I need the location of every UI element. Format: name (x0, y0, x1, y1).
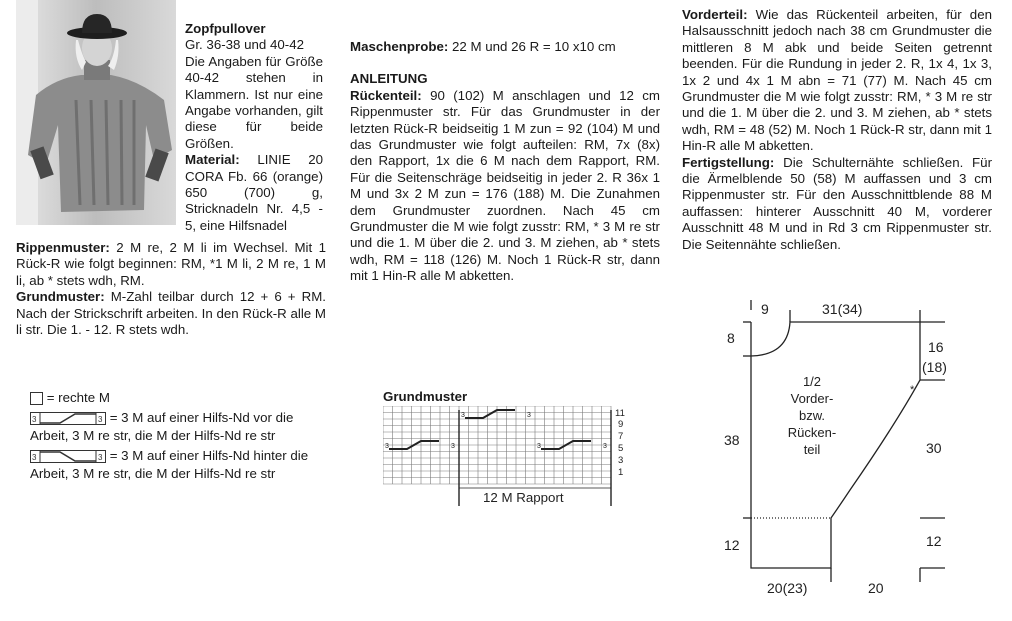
chart-cable-num: 3 (527, 412, 531, 419)
row-number: 1 (618, 467, 624, 478)
fertig-label: Fertigstellung: (682, 154, 775, 170)
dim-left-8: 8 (727, 330, 735, 346)
empty-square-icon (30, 392, 43, 405)
vorder-label: Vorderteil: (682, 7, 748, 22)
row-number: 11 (615, 408, 625, 419)
sizes-text: Gr. 36-38 und 40-42 (185, 37, 305, 53)
part-label-line: teil (803, 442, 821, 457)
legend-cable-front-text: = 3 M auf einer Hilfs-Nd vor die Arbeit, 3 M re str, die M der Hilfs-Nd re str (30, 410, 294, 443)
fertig-text: Die Schulternähte schließen. Für die Ärmelblende 50 (58) M auffassen und 3 cm Rippenmuster str. Für den Ausschnittblende 88 M auffassen: hinterer Ausschnitt 40 M, vorderer Ausschnitt 48 M und in Rd 3 cm Rippenmuster str. Die Seitennähte schließen. (682, 154, 992, 252)
dim-right-16: 16 (928, 339, 944, 355)
sizes-note: Die Angaben für Größe 40-42 stehen in Klammern. Ist nur eine Angabe vorhanden, gilt diese für beide Größen. (185, 53, 323, 151)
cable-num: 3 (32, 414, 37, 424)
dim-top-right: 31(34) (822, 301, 863, 317)
cable-back-icon (30, 450, 106, 463)
legend-cable-back (30, 447, 330, 483)
legend-rechte (30, 389, 330, 407)
chart-cable-num: 3 (603, 443, 607, 450)
material-label: Material: (185, 152, 240, 168)
cable-num: 3 (98, 414, 103, 424)
rippen-block (16, 240, 326, 338)
row-number: 5 (618, 443, 624, 454)
dim-bottom-left: 20(23) (767, 580, 808, 596)
dim-top-left: 9 (761, 301, 769, 317)
part-label-line: bzw. (798, 408, 826, 423)
cable-num: 3 (32, 452, 37, 462)
rippen-text: 2 M re, 2 M li im Wechsel. Mit 1 Rück-R wie folgt beginnen: RM, *1 M li, 2 M re, 1 M li, ab * stets wdh, RM. (16, 240, 326, 288)
anleitung-heading: ANLEITUNG (350, 71, 428, 87)
pattern-title: Zopfpullover (185, 21, 266, 36)
cable-front-icon (30, 412, 106, 425)
column-2 (350, 39, 660, 285)
chart-cable-num: 3 (451, 443, 455, 450)
chart-cable-num: 3 (461, 412, 465, 419)
rapport-label: 12 M Rapport (483, 490, 564, 505)
grund-text: M-Zahl teilbar durch 12 + 6 + RM. Nach der Strickschrift arbeiten. In den Rück-R alle M li str. Die 1. - 12. R stets wdh. (16, 289, 326, 338)
chart-cable-num: 3 (537, 443, 541, 450)
cable-num: 3 (98, 452, 103, 462)
symbol-legend (30, 389, 330, 483)
ruecken-text: 90 (102) M anschlagen und 12 cm Rippenmuster str. Für das Grundmuster in der letzten Rück-R beidseitig 1 M zun = 92 (104) M und das Grundmuster wie folgt aufteilen: RM, 7x (8x) den Rapport, 1x die 6 M nach dem Rapport, RM. Für die Seitenschräge beidseitig in jeder 2. R 36x 1 M und 3x 2 M zun = 176 (188) M. Die Zunahmen dem Grundmuster zuordnen. Nach 45 cm Grundmuster die M wie folgt zusstr: RM, * 3 M re str und die 1. M über die 2. und 3. M ziehen, ab * stets wdh, RM = 118 (126) M. Noch 1 Rück-R str, dann mit 1 Hin-R alle M abketten. (350, 87, 660, 284)
intro-block (185, 21, 323, 234)
dim-right-12: 12 (926, 533, 942, 549)
star-marker: * (910, 384, 915, 396)
row-number: 3 (618, 455, 624, 466)
part-label-line: Vorder- (790, 391, 834, 406)
rippen-label: Rippenmuster: (16, 240, 110, 255)
dim-right-18: (18) (922, 359, 947, 375)
row-number: 9 (618, 419, 624, 430)
part-label-line: 1/2 (802, 374, 822, 389)
legend-rechte-text: = rechte M (46, 390, 110, 405)
chart-grid (383, 406, 633, 506)
garment-schematic (720, 300, 1000, 610)
ruecken-label: Rückenteil: (350, 87, 422, 103)
model-photo (16, 0, 176, 225)
dim-left-38: 38 (724, 432, 740, 448)
grund-label: Grundmuster: (16, 289, 105, 305)
row-number: 7 (618, 431, 624, 442)
knitting-chart (383, 389, 633, 504)
chart-cable-num: 3 (385, 443, 389, 450)
part-label-line: Rücken- (787, 425, 837, 440)
dim-right-30: 30 (926, 440, 942, 456)
probe-text: 22 M und 26 R = 10 x10 cm (451, 39, 616, 54)
vorder-text: Wie das Rückenteil arbeiten, für den Halsausschnitt jedoch nach 38 cm Grundmuster die mittleren 8 M abk und beide Seiten getrennt beenden. Für die Rundung in jeder 2. R, 1x 4, 1x 3, 1x 2 und 4x 1 M abn = 71 (77) M. Nach 45 cm Grundmuster die M wie folgt zusstr: RM, * 3 M re str und die 1. M über die 2. und 3. M ziehen, ab * stets wdh, RM = 48 (52) M. Noch 1 Rück-R str, dann mit 1 Hin-R alle M abketten. (682, 7, 992, 154)
row-numbers (615, 408, 625, 478)
probe-label: Maschenprobe: (350, 39, 449, 54)
legend-cable-front (30, 409, 330, 445)
legend-cable-back-text: = 3 M auf einer Hilfs-Nd hinter die Arbeit, 3 M re str, die M der Hilfs-Nd re str (30, 448, 309, 481)
material-text: LINIE 20 CORA Fb. 66 (orange) 650 (700) g, Stricknadeln Nr. 4,5 - 5, eine Hilfsnadel (185, 152, 323, 233)
chart-title: Grundmuster (383, 389, 468, 404)
column-3 (682, 7, 992, 253)
dim-left-12: 12 (724, 537, 740, 553)
dim-bottom-right: 20 (868, 580, 884, 596)
